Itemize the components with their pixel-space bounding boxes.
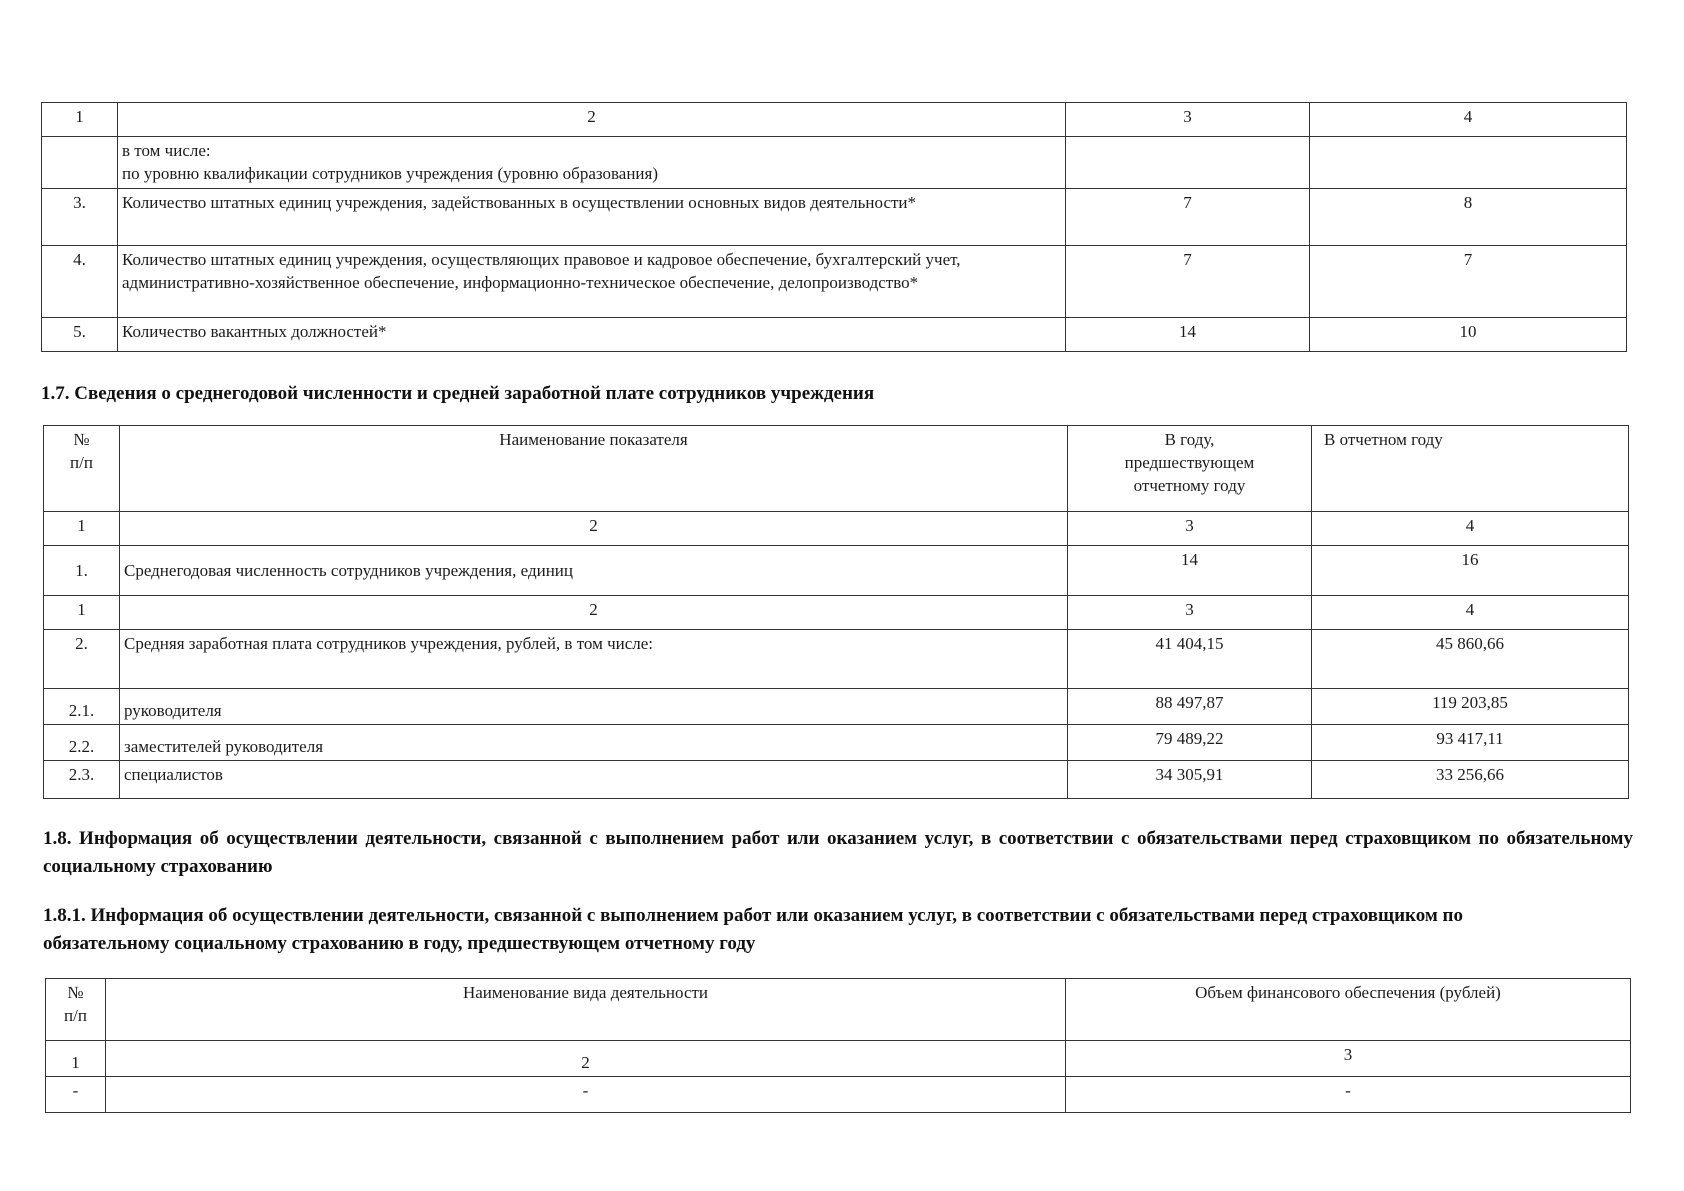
salary-table [43,425,1629,799]
row-current-year: 93 417,11 [1312,725,1629,761]
table-header-numbers-row [46,1041,1631,1077]
header-number-1: 1 [44,512,120,546]
column-header-number: № п/п [46,979,106,1041]
header-number-3: 3 [1066,103,1310,137]
row-number: 2. [44,630,120,689]
staff-table [41,102,1627,352]
row-number: 2.2. [44,725,120,761]
section-1-7-title: 1.7. Сведения о среднегодовой численности и средней заработной плате сотрудников учреждения [41,383,875,404]
row-name: в том числе: по уровню квалификации сотрудников учреждения (уровню образования) [118,137,1066,189]
section-1-8-1-title: 1.8.1. Информация об осуществлении деятельности, связанной с выполнением работ или оказанием услуг, в соответствии с обязательствами перед страховщиком по обязательному социальному страхованию в году, предшествующем отчетному году [43,905,1463,954]
column-header-amount: Объем финансового обеспечения (рублей) [1066,979,1631,1041]
row-amount: - [1066,1077,1631,1113]
column-header-number: № п/п [44,426,120,512]
row-number: 1 [44,596,120,630]
table-row [42,246,1627,318]
row-number: 1. [44,546,120,596]
column-header-current-year: В отчетном году [1312,426,1629,512]
header-number-4: 4 [1312,512,1629,546]
row-current-year: 10 [1310,318,1627,352]
row-name: Количество штатных единиц учреждения, задействованных в осуществлении основных видов деятельности* [118,189,1066,246]
row-prev-year: 7 [1066,189,1310,246]
row-number: 2.1. [44,689,120,725]
section-1-8-title: 1.8. Информация об осуществлении деятельности, связанной с выполнением работ или оказанием услуг, в соответствии с обязательствами перед страховщиком по обязательному социальному страхованию [43,828,1633,877]
row-prev-year: 34 305,91 [1068,761,1312,799]
table-header-numbers-row [42,103,1627,137]
table-row [44,630,1629,689]
row-name: руководителя [120,689,1068,725]
row-number: 5. [42,318,118,352]
header-number-2: 2 [106,1041,1066,1077]
header-number-4: 4 [1310,103,1627,137]
row-current-year: 8 [1310,189,1627,246]
row-number [42,137,118,189]
row-name: Средняя заработная плата сотрудников учреждения, рублей, в том числе: [120,630,1068,689]
row-prev-year: 3 [1068,596,1312,630]
row-prev-year: 14 [1068,546,1312,596]
row-current-year: 45 860,66 [1312,630,1629,689]
header-number-2: 2 [120,512,1068,546]
row-current-year: 33 256,66 [1312,761,1629,799]
header-number-3: 3 [1068,512,1312,546]
column-header-prev-year: В году, предшествующем отчетному году [1068,426,1312,512]
row-number: 4. [42,246,118,318]
row-current-year: 7 [1310,246,1627,318]
table-row [44,596,1629,630]
column-headers-row [44,426,1629,512]
insurance-activity-table [45,978,1631,1113]
table-row [44,725,1629,761]
row-number: 3. [42,189,118,246]
column-headers-row [46,979,1631,1041]
row-prev-year: 79 489,22 [1068,725,1312,761]
row-activity: - [106,1077,1066,1113]
row-prev-year: 41 404,15 [1068,630,1312,689]
table-row [42,318,1627,352]
row-prev-year: 14 [1066,318,1310,352]
header-number-1: 1 [42,103,118,137]
row-number: 2.3. [44,761,120,799]
header-number-1: 1 [46,1041,106,1077]
table-row [42,137,1627,189]
column-header-name: Наименование показателя [120,426,1068,512]
table-row [44,689,1629,725]
table-row [42,189,1627,246]
table-header-numbers-row [44,512,1629,546]
row-current-year [1310,137,1627,189]
row-name: Количество штатных единиц учреждения, осуществляющих правовое и кадровое обеспечение, бухгалтерский учет, административно-хозяйственное обеспечение, информационно-техническое обеспечение, делопроизводство* [118,246,1066,318]
row-name: Количество вакантных должностей* [118,318,1066,352]
row-name: заместителей руководителя [120,725,1068,761]
table-row [44,546,1629,596]
header-number-3: 3 [1066,1041,1631,1077]
table-row [44,761,1629,799]
row-prev-year: 88 497,87 [1068,689,1312,725]
header-number-2: 2 [118,103,1066,137]
row-name: Среднегодовая численность сотрудников учреждения, единиц [120,546,1068,596]
column-header-activity: Наименование вида деятельности [106,979,1066,1041]
row-current-year: 119 203,85 [1312,689,1629,725]
row-current-year: 4 [1312,596,1629,630]
table-row [46,1077,1631,1113]
row-name: специалистов [120,761,1068,799]
row-prev-year [1066,137,1310,189]
row-number: - [46,1077,106,1113]
row-current-year: 16 [1312,546,1629,596]
row-name: 2 [120,596,1068,630]
row-prev-year: 7 [1066,246,1310,318]
